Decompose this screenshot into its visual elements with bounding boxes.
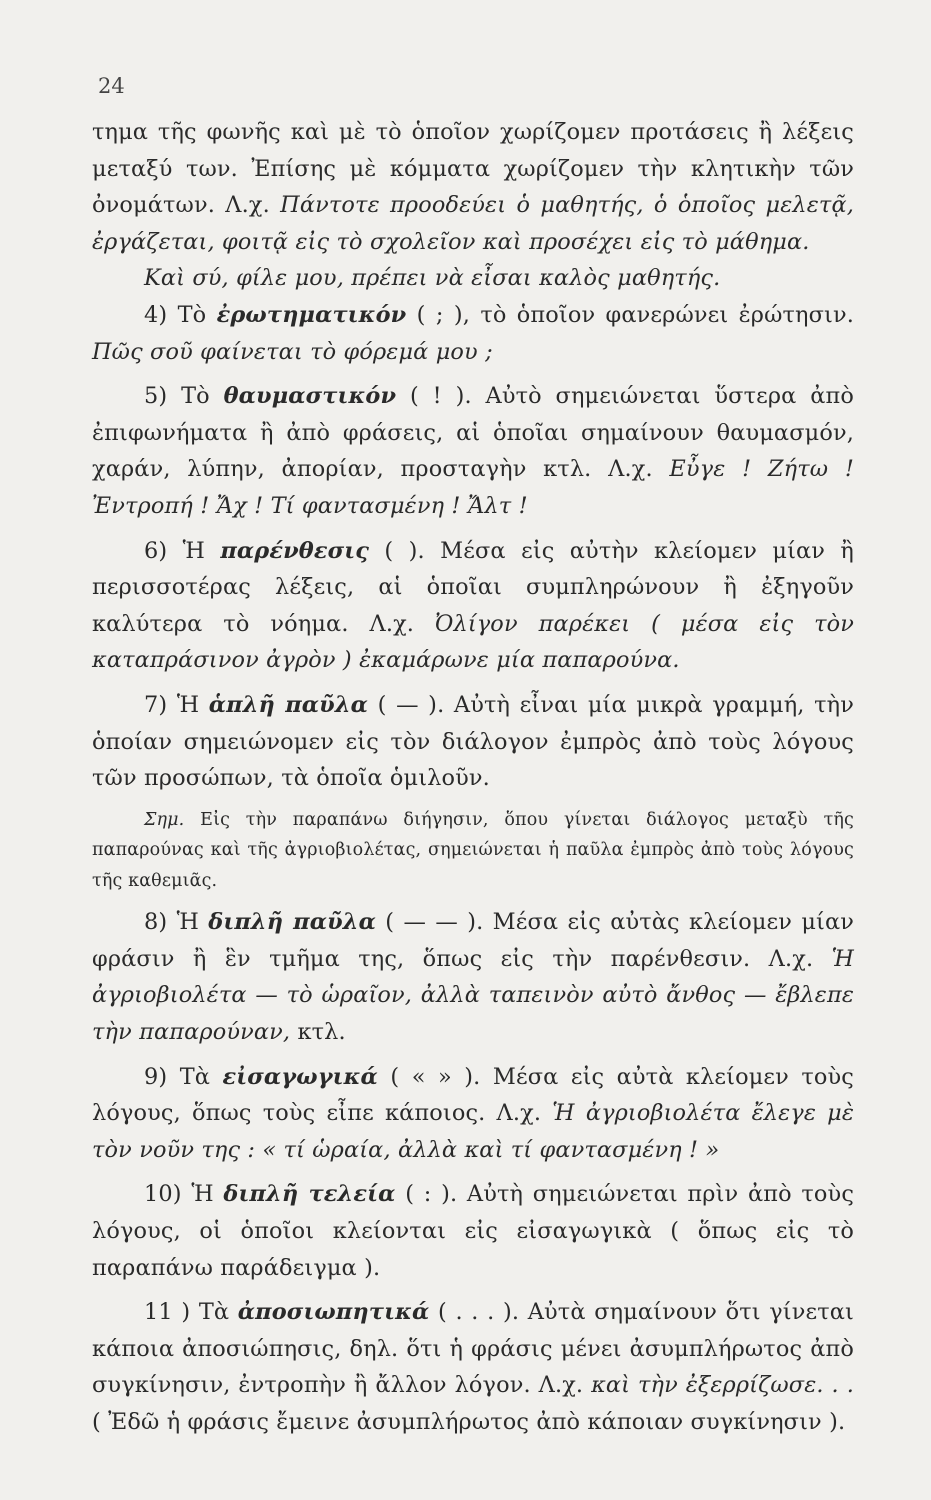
body-text [92,114,854,1441]
paragraph-commas: τημα τῆς φωνῆς καὶ μὲ τὸ ὁποῖον χωρίζομεν προτάσεις ἢ λέξεις μεταξύ των. Ἐπίσης μὲ κόμματα χωρίζομεν τὴν κλητικὴν τῶν ὀνομάτων. Λ.χ. Πάντοτε προοδεύει ὁ μαθητής, ὁ ὁποῖος μελετᾷ, ἐργάζεται, φοιτᾷ εἰς τὸ σχολεῖον καὶ προσέχει εἰς τὸ μάθημα. [92,119,855,255]
page-number: 24 [98,74,125,98]
paragraph-parenthesis: 6) Ἡ παρένθεσις ( ). Μέσα εἰς αὐτὴν κλείομεν μίαν ἢ περισσοτέρας λέξεις, αἱ ὁποῖαι συμπληρώνουν ἢ ἐξηγοῦν καλύτερα τὸ νόημα. Λ.χ. Ὀλίγον παρέκει ( μέσα εἰς τὸν καταπράσινον ἀγρὸν ) ἐκαμάρωνε μία παπαρούνα. [92,537,854,674]
paragraph-commas-example: Καὶ σύ, φίλε μου, πρέπει νὰ εἶσαι καλὸς μαθητής. [144,265,721,292]
paragraph-exclamation: 5) Τὸ θαυμαστικόν ( ! ). Αὐτὸ σημειώνεται ὕστερα ἀπὸ ἐπιφωνήματα ἢ ἀπὸ φράσεις, αἱ ὁποῖαι σημαίνουν θαυμασμόν, χαράν, λύπην, ἀπορίαν, προσταγὴν κτλ. Λ.χ. Εὖγε ! Ζήτω ! Ἐντροπή ! Ἄχ ! Τί φαντασμένη ! Ἄλτ ! [92,383,854,519]
paragraph-quotation-marks: 9) Τὰ εἰσαγωγικά ( « » ). Μέσα εἰς αὐτὰ κλείομεν τοὺς λόγους, ὅπως τοὺς εἶπε κάποιος. Λ.χ. Ἡ ἀγριοβιολέτα ἔλεγε μὲ τὸν νοῦν της : « τί ὡραία, ἀλλὰ καὶ τί φαντασμένη ! » [92,1063,855,1163]
paragraph-colon: 10) Ἡ διπλῆ τελεία ( : ). Αὐτὴ σημειώνεται πρὶν ἀπὸ τοὺς λόγους, οἱ ὁποῖοι κλείονται εἰς εἰσαγωγικὰ ( ὅπως εἰς τὸ παραπάνω παράδειγμα ). [92,1181,855,1281]
paragraph-dash: 7) Ἡ ἁπλῆ παῦλα ( — ). Αὐτὴ εἶναι μία μικρὰ γραμμή, τὴν ὁποίαν σημειώνομεν εἰς τὸν διάλογον ἐμπρὸς ἀπὸ τοὺς λόγους τῶν προσώπων, τὰ ὁποῖα ὁμιλοῦν. [92,691,855,792]
paragraph-double-dash: 8) Ἡ διπλῆ παῦλα ( — — ). Μέσα εἰς αὐτὰς κλείομεν μίαν φράσιν ἢ ἓν τμῆμα της, ὅπως εἰς τὴν παρένθεσιν. Λ.χ. Ἡ ἀγριοβιολέτα — τὸ ὡραῖον, ἀλλὰ ταπεινὸν αὐτὸ ἄνθος — ἔβλεπε τὴν παπαρούναν, κτλ. [92,909,855,1045]
paragraph-ellipsis: 11 ) Τὰ ἀποσιωπητικά ( . . . ). Αὐτὰ σημαίνουν ὅτι γίνεται κάποια ἀποσιώπησις, δηλ. ὅτι ἡ φράσις μένει ἀσυμπλήρωτος ἀπὸ συγκίνησιν, ἐντροπὴν ἢ ἄλλον λόγον. Λ.χ. καὶ τὴν ἐξερρίζωσε. . . ( Ἐδῶ ἡ φράσις ἔμεινε ἀσυμπλήρωτος ἀπὸ κάποιαν συγκίνησιν ). [92,1299,854,1435]
paragraph-question-mark: 4) Τὸ ἐρωτηματικόν ( ; ), τὸ ὁποῖον φανερώνει ἐρώτησιν. Πῶς σοῦ φαίνεται τὸ φόρεμά μου ; [92,301,854,365]
paragraph-note: Σημ. Εἰς τὴν παραπάνω διήγησιν, ὅπου γίνεται διάλογος μεταξὺ τῆς παπαρούνας καὶ τῆς ἀγριοβιολέτας, σημειώνεται ἡ παῦλα ἐμπρὸς ἀπὸ τοὺς λόγους τῆς καθεμιᾶς. [92,809,854,891]
